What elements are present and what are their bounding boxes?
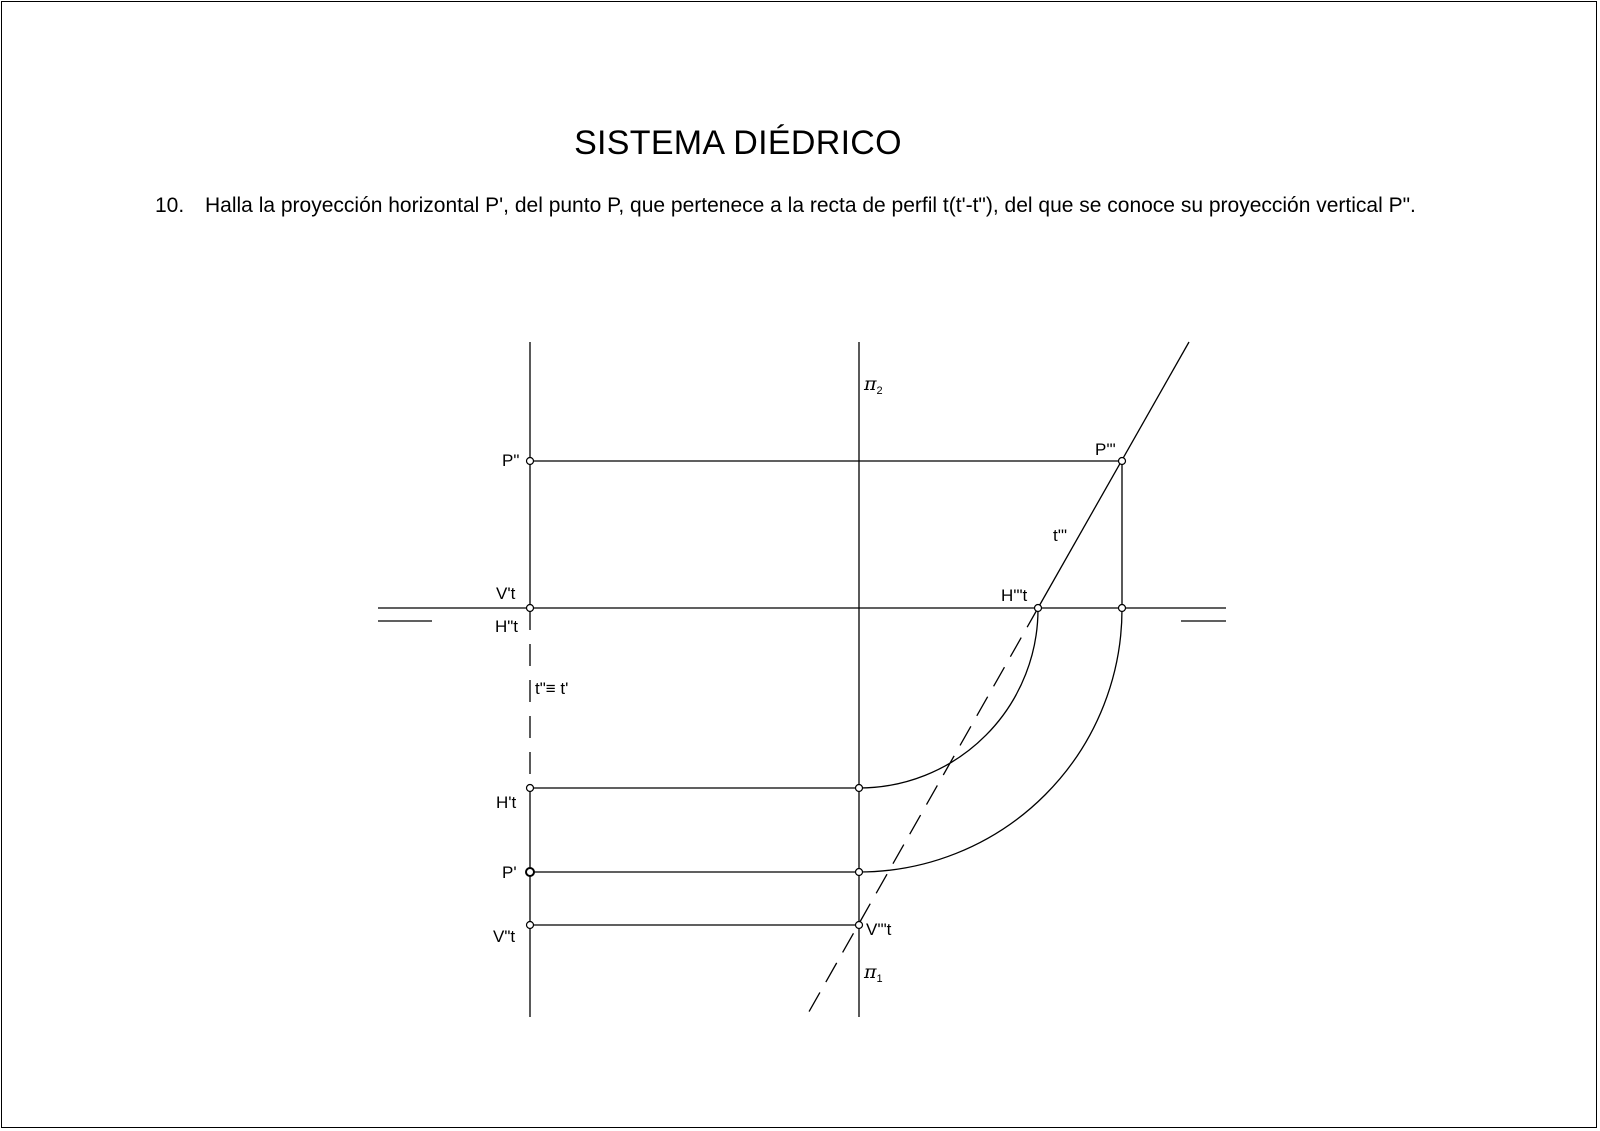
point-P-horizontal xyxy=(526,868,534,876)
label-P-vertical: P" xyxy=(502,451,520,470)
label-H-t-profile: H'"t xyxy=(1001,586,1028,605)
point-P-vertical xyxy=(527,458,534,465)
profile-projection-t-dashed xyxy=(806,608,1038,1017)
point-P-profile xyxy=(1119,458,1126,465)
label-H-t-vertical: H"t xyxy=(495,617,519,636)
point-H-t-horizontal xyxy=(527,785,534,792)
label-pi2: $\pi_2$ xyxy=(864,373,883,397)
label-t-coincident: t"≡ t' xyxy=(535,679,569,698)
point-H-t-profile xyxy=(1035,605,1042,612)
label-H-t-horizontal: H't xyxy=(496,793,517,812)
exercise-number: 10. xyxy=(155,194,185,217)
label-t-profile: t'" xyxy=(1053,526,1068,545)
point-V-t-profile xyxy=(856,922,863,929)
exercise-text: Halla la proyección horizontal P', del punto P, que pertenece a la recta de perfil t(t'-t"), del que se conoce su proyección vertical P". xyxy=(205,194,1416,217)
sheet-title: SISTEMA DIÉDRICO xyxy=(574,124,902,162)
label-pi1: $\pi_1$ xyxy=(864,961,883,985)
arc-P-rotation xyxy=(859,608,1122,872)
point-V-t-horizontal xyxy=(527,605,534,612)
profile-projection-t-solid xyxy=(1038,342,1189,608)
point-H-t-trace xyxy=(856,785,863,792)
label-P-horizontal: P' xyxy=(502,863,517,882)
point-P-trace xyxy=(856,869,863,876)
label-V-t-vertical: V"t xyxy=(493,927,516,946)
label-V-t-profile: V'"t xyxy=(866,920,892,939)
arc-H-t-rotation xyxy=(859,608,1038,788)
point-V-t-vertical xyxy=(527,922,534,929)
label-V-t-horizontal: V't xyxy=(496,584,516,603)
point-P-profile-ground xyxy=(1119,605,1126,612)
label-P-profile: P'" xyxy=(1095,440,1116,459)
